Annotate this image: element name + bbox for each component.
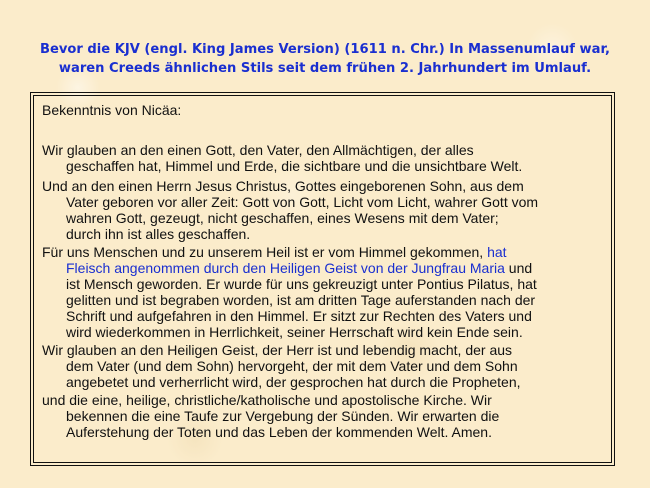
creed-p3-line-6: wird wiederkommen in Herrlichkeit, seiner Herrschaft wird kein Ende sein. xyxy=(66,324,523,340)
creed-p3-line-2-text: und xyxy=(504,260,533,276)
creed-paragraph-1 xyxy=(42,142,615,174)
creed-p3-line-1 xyxy=(42,244,615,260)
creed-p4-line-2: dem Vater (und dem Sohn) hervorgeht, der mit dem Vater und dem Sohn xyxy=(66,358,518,374)
creed-p2-line-3: wahren Gott, gezeugt, nicht geschaffen, eines Wesens mit dem Vater; xyxy=(66,210,499,226)
heading-line-2: waren Creeds ähnlichen Stils seit dem frühen 2. Jahrhundert im Umlauf. xyxy=(58,61,592,76)
creed-frame xyxy=(30,92,615,466)
creed-p4-line-1: Wir glauben an den Heiligen Geist, der Herr ist und lebendig macht, der aus xyxy=(42,342,513,358)
creed-p3-highlight-start: hat xyxy=(487,244,507,260)
creed-p3-highlight: Fleisch angenommen durch den Heiligen Geist von der Jungfrau Maria xyxy=(66,260,505,276)
creed-paragraph-3 xyxy=(42,244,615,340)
creed-p3-line-5: Schrift und aufgefahren in den Himmel. Er sitzt zur Rechten des Vaters und xyxy=(66,308,532,324)
creed-paragraph-2 xyxy=(42,178,615,242)
creed-text xyxy=(42,102,615,442)
creed-p1-line-1: Wir glauben an den einen Gott, den Vater, den Allmächtigen, der alles xyxy=(42,142,474,158)
creed-p1-line-2: geschaffen hat, Himmel und Erde, die sichtbare und die unsichtbare Welt. xyxy=(66,158,523,174)
page-heading xyxy=(20,40,630,78)
creed-p5-line-2: bekennen die eine Taufe zur Vergebung der Sünden. Wir erwarten die xyxy=(66,408,500,424)
creed-paragraph-5 xyxy=(42,392,615,440)
creed-p4-line-3: angebetet und verherrlicht wird, der gesprochen hat durch die Propheten, xyxy=(66,374,521,390)
creed-p3-line-1-text: Für uns Menschen und zu unserem Heil ist er vom Himmel gekommen, xyxy=(42,244,488,260)
creed-p2-line-4: durch ihn ist alles geschaffen. xyxy=(66,226,251,242)
creed-p3-line-2 xyxy=(42,260,615,276)
creed-p2-line-2: Vater geboren vor aller Zeit: Gott von Gott, Licht vom Licht, wahrer Gott vom xyxy=(66,194,539,210)
creed-p3-line-3: ist Mensch geworden. Er wurde für uns gekreuzigt unter Pontius Pilatus, hat xyxy=(66,276,537,292)
creed-paragraph-4 xyxy=(42,342,615,390)
creed-p5-line-3: Auferstehung der Toten und das Leben der kommenden Welt. Amen. xyxy=(66,424,492,440)
creed-title: Bekenntnis von Nicäa: xyxy=(42,102,182,118)
creed-p5-line-1: und die eine, heilige, christliche/katholische und apostolische Kirche. Wir xyxy=(42,392,492,408)
heading-line-1: Bevor die KJV (engl. King James Version) (1611 n. Chr.) In Massenumlauf war, xyxy=(40,42,610,57)
creed-p2-line-1: Und an den einen Herrn Jesus Christus, Gottes eingeborenen Sohn, aus dem xyxy=(42,178,524,194)
creed-p3-line-4: gelitten und ist begraben worden, ist am dritten Tage auferstanden nach der xyxy=(66,292,536,308)
